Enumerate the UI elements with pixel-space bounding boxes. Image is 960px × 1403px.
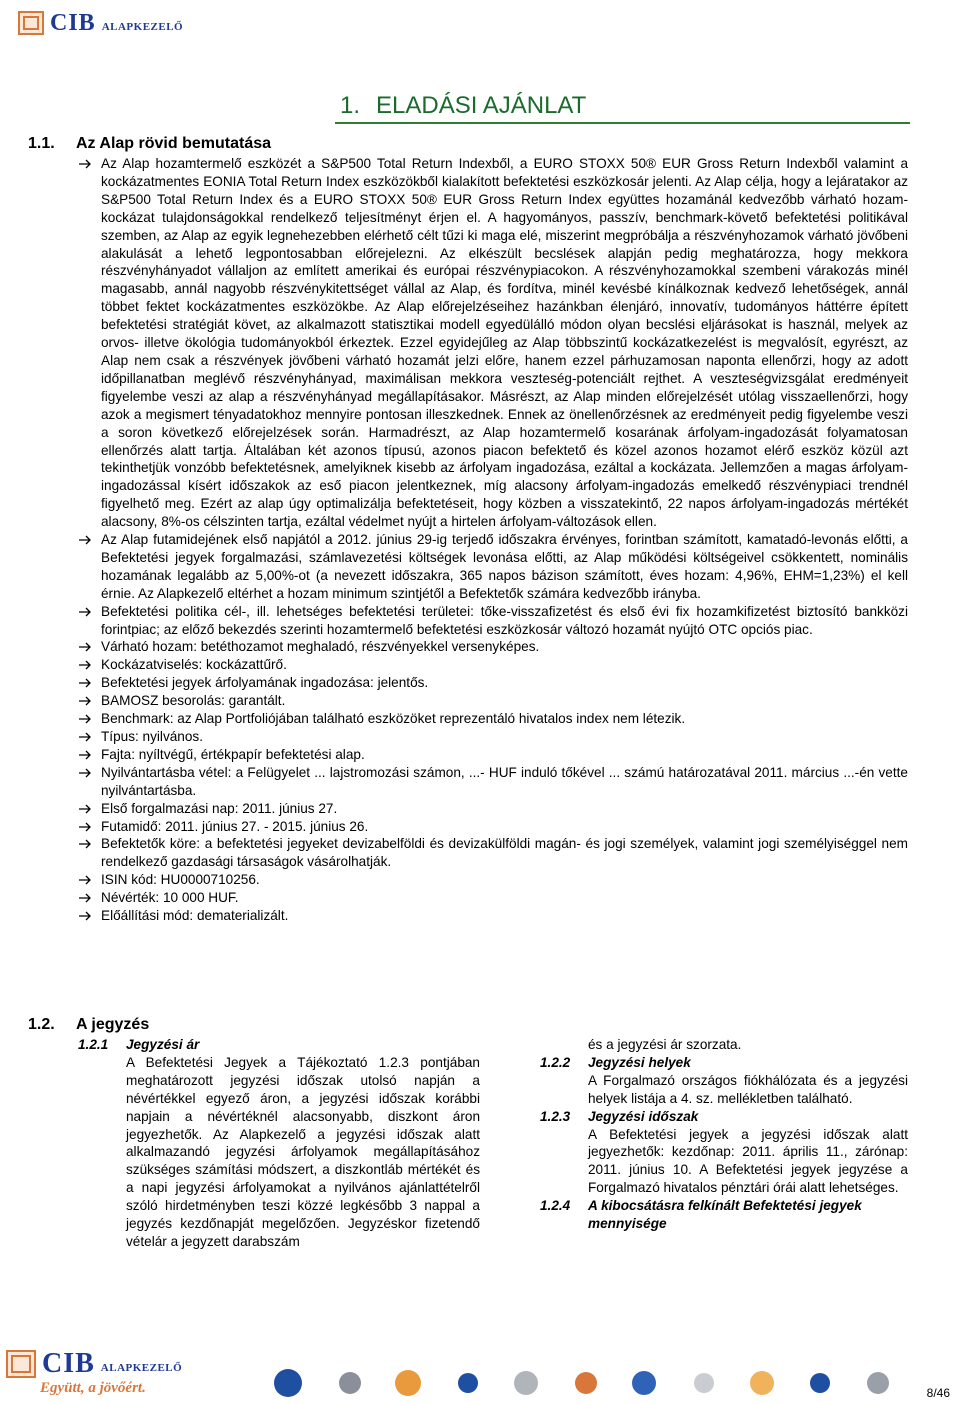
bullet-text: Befektetési jegyek árfolyamának ingadozása: jelentős. xyxy=(101,675,429,691)
decoration-dot xyxy=(274,1369,302,1397)
subsection-heading-1-2-1 xyxy=(78,1036,480,1054)
decoration-dot xyxy=(395,1370,421,1396)
arrow-right-icon xyxy=(78,155,98,170)
bullet-text: Fajta: nyíltvégű, értékpapír befektetési alap. xyxy=(101,746,365,762)
arrow-right-icon xyxy=(78,638,98,653)
decoration-dot xyxy=(750,1371,774,1395)
bullet-text: Benchmark: az Alap Portfoliójában található eszközöket reprezentáló hivatalos index nem létezik. xyxy=(101,711,686,727)
chapter-heading xyxy=(340,92,586,120)
section-1-1-body xyxy=(78,155,908,925)
subsection-title: A kibocsátásra felkínált Befektetési jegyek mennyisége xyxy=(588,1198,862,1232)
arrow-right-icon xyxy=(78,889,98,904)
bullet-text: Típus: nyilvános. xyxy=(101,729,203,744)
section-heading-1-1 xyxy=(28,135,271,153)
bullet-text: Az Alap futamidejének első napjától a 2012. június 29-ig terjedő időszakra érvényes, forintban számított, kamatadó-levonás előtti, a Befektetési jegyek forgalmazási, számlavezetési költségek levonása előtti, az Alap működési költségeivel csökkentett, nominális hozamának legalább az 5,00%-ot (a nevezett időszakra, 365 napos bázison számított, éves hozam: 4,96%, EHM=1,23%) el kell érnie. Az Alapkezelő eltérhet a hozam minimum szintjétől a Befektetők számára kedvezőbb irányba. xyxy=(101,532,908,601)
subsection-number: 1.2.2 xyxy=(540,1054,571,1070)
page-number: 8/46 xyxy=(926,1386,950,1400)
bullet-text: Első forgalmazási nap: 2011. június 27. xyxy=(101,800,338,816)
header-logo xyxy=(18,8,183,38)
arrow-right-icon xyxy=(78,800,98,815)
subsection-number: 1.2.3 xyxy=(540,1108,571,1124)
bullet-item xyxy=(78,674,908,692)
decoration-dot xyxy=(810,1373,830,1393)
logo-subtitle: ALAPKEZELŐ xyxy=(101,21,184,33)
decoration-dot xyxy=(575,1372,597,1394)
chapter-title: ELADÁSI AJÁNLAT xyxy=(376,92,587,119)
section-title: Az Alap rövid bemutatása xyxy=(76,135,272,152)
subsection-title: Jegyzési időszak xyxy=(588,1108,699,1124)
decoration-dot xyxy=(694,1373,714,1393)
arrow-right-icon xyxy=(78,728,98,743)
subsection-heading-1-2-3 xyxy=(540,1108,908,1126)
decoration-dot xyxy=(514,1371,538,1395)
bullet-text: Előállítási mód: dematerializált. xyxy=(101,908,289,924)
bullet-item xyxy=(78,764,908,800)
left-column xyxy=(78,1036,480,1251)
bullet-text: Befektetési politika cél-, ill. lehetséges befektetési területei: tőke-visszafizetést és első évi fix hozamkifizetést biztosító bankközi forintpiac; az előző bekezdés szerinti hozamtermelő befektetési eszközkosár változó hozamát nyújtó OTC opciós piac. xyxy=(101,603,908,637)
bullet-item xyxy=(78,889,908,907)
right-column xyxy=(540,1036,908,1233)
section-heading-1-2 xyxy=(28,1016,149,1034)
continuation-text: és a jegyzési ár szorzata. xyxy=(588,1037,742,1052)
bullet-item xyxy=(78,603,908,639)
bullet-item xyxy=(78,531,908,603)
arrow-right-icon xyxy=(78,674,98,689)
cib-logo-icon xyxy=(18,11,44,35)
subsection-heading-1-2-2 xyxy=(540,1054,908,1072)
arrow-right-icon xyxy=(78,835,98,850)
subsection-body: A Forgalmazó országos fiókhálózata és a jegyzési helyek listája a 4. sz. mellékletben található. xyxy=(588,1072,908,1106)
bullet-text: Futamidő: 2011. június 27. - 2015. június 26. xyxy=(101,818,369,834)
bullet-item xyxy=(78,835,908,871)
chapter-number: 1. xyxy=(340,92,361,119)
chapter-rule xyxy=(335,122,910,124)
arrow-right-icon xyxy=(78,907,98,922)
bullet-item xyxy=(78,638,908,656)
bullet-item xyxy=(78,155,908,531)
bullet-text: Az Alap hozamtermelő eszközét a S&P500 Total Return Indexből, a EURO STOXX 50® EUR Gross Return Indexből valamint a kockázatmentes EONIA Total Return Index eszközökből kialakított befektetési eszközkosár jelenti. Az Alap célja, hogy a lejáratakor az S&P500 Total Return Index és a EURO STOXX 50® EUR Gross Return Index együttes hozamánál kedvezőbb várható hozam-kockázat tulajdonságokkal rendelkező teljesítményt érjen el. A hagyományos, passzív, benchmark-követő befektetési politikával szemben, az Alap az egyik legnehezebben elérhető célt tűzi ki maga elé, miszerint megpróbálja a részvényhozamok várható jövőbeni alakulását a lehető legpontosabban előrejelezni. Az elkészült becslések alapján pedig meghatározza, hogy mekkora részvényhányadot vállaljon az említett amerikai és európai részvénypiacokon. A részvényhozamokkal szembeni várakozás minél magasabb, annál nagyobb részvénykitettséget vállal az Alap, és fordítva, minél kevésbé kínálkoznak kedvező lehetőségek, annál többet fektet kockázatmentes eszközökbe. Az Alap előrejelzéseihez hazánkban élenjáró, innovatív, tudományos háttérre épített befektetési stratégiát követ, az alkalmazott statisztikai modell egyedülálló módon olyan becslési eljárásokat is használ, melyek az orvos- illetve ökológia tudományokból érkeztek. Ezzel egyidejűleg az Alap többszintű kockázatkezelést is megvalósít, egyrészt, az Alap nem csak a részvények jövőbeni várható hozamát jelzi előre, hanem ezzel párhuzamosan naponta ellenőrzi, hogy az adott időpillanatban meglévő részvényhányad, maximálisan mekkora veszteség-potenciált rejthet. A veszteségvizsgálat eredményeit figyelembe veszi az alap a részvényhányad megállapításakor. Másrészt, az Alap minden előrejelzését utólag visszaellenőrzi, hogy azok a megismert tényadatokhoz mennyire pontosan illeszkednek. Ennek az önellenőrzésnek az eredményeit pedig figyelembe veszi a soron következő előrejelzések során. Harmadrészt, az Alap hozamtermelő kosarának árfolyam-ingadozását folyamatosan ellenőrzés alatt tartja. Általában két azonos típusú, azonos piacon befektető és közel azonos hozamot elérő eszköz közül azt tekinthetjük vonzóbb befektetésnek, amelyiknek kisebb az árfolyam ingadozása, ezáltal a kockázata. Jellemzően a magas árfolyam-ingadozással kísért időszakok az eső piacon jelentkeznek, míg alacsony árfolyam-ingadozás emelkedő részvénypiaci trendnél figyelhető meg. Ezért az alap úgy optimalizálja befektetéseit, hogy közben a visszatekintő, 22 napos árfolyam-ingadozás mértékét alacsony, 8%-os célszinten tartja, ezáltal védelmet nyújt a hirtelen árfolyam-változások ellen. xyxy=(101,156,908,530)
decoration-dot xyxy=(632,1371,656,1395)
footer-logo-text: CIB xyxy=(42,1348,95,1379)
bullet-item xyxy=(78,907,908,925)
bullet-item xyxy=(78,656,908,674)
arrow-right-icon xyxy=(78,746,98,761)
arrow-right-icon xyxy=(78,692,98,707)
bullet-item xyxy=(78,746,908,764)
arrow-right-icon xyxy=(78,764,98,779)
bullet-text: BAMOSZ besorolás: garantált. xyxy=(101,693,286,709)
subsection-number: 1.2.1 xyxy=(78,1037,109,1052)
bullet-item xyxy=(78,871,908,889)
bullet-text: Névérték: 10 000 HUF. xyxy=(101,890,239,906)
footer-decoration-dots xyxy=(0,1366,960,1400)
arrow-right-icon xyxy=(78,603,98,618)
bullet-item xyxy=(78,728,908,746)
subsection-heading-1-2-4 xyxy=(540,1197,908,1233)
section-title: A jegyzés xyxy=(76,1016,150,1033)
decoration-dot xyxy=(458,1373,478,1393)
arrow-right-icon xyxy=(78,656,98,671)
subsection-title: Jegyzési helyek xyxy=(588,1054,691,1070)
bullet-text: Kockázatviselés: kockázattűrő. xyxy=(101,657,287,673)
bullet-item xyxy=(78,710,908,728)
subsection-body: A Befektetési Jegyek a Tájékoztató 1.2.3 pontjában meghatározott jegyzési időszak utolsó napján a névértékkel egyező áron, a jegyzési időszak korábbi napjain a névértéknél alacsonyabb, diszkont áron jegyezhetők. Az Alapkezelő a jegyzési időszak alatt alkalmazandó jegyzési árfolyamok megállapításához szükséges számítási módszert, a diszkontláb mértékét és a napi jegyzési árfolyamokat a nyilvános ajánlattételről szóló hirdetményben teszi közzé legkésőbb 3 nappal a jegyzés kezdőnapját megelőzően. Jegyzéskor fizetendő vételár a jegyzett darabszám xyxy=(126,1054,480,1249)
bullet-text: Befektetők köre: a befektetési jegyeket devizabelföldi és devizakülföldi magán- és jogi személyek, valamint jogi személyiséggel nem rendelkező gazdasági társaságok vásárolhatják. xyxy=(101,836,908,870)
footer-logo-subtitle: ALAPKEZELŐ xyxy=(100,1362,183,1374)
section-number: 1.2. xyxy=(28,1016,55,1033)
subsection-body: A Befektetési jegyek a jegyzési időszak alatt jegyezhetők: kezdőnap: 2011. április 11., zárónap: 2011. június 10. A Befektetési jegyek jegyzése a Forgalmazó hivatalos pénztári órái alatt lehetséges. xyxy=(588,1126,908,1196)
bullet-item xyxy=(78,800,908,818)
bullet-text: Nyilvántartásba vétel: a Felügyelet ... lajstromozási számon, ...- HUF induló tőkével ... számú határozatával 2011. március ...-én vette nyilvántartásba. xyxy=(101,764,908,798)
bullet-item xyxy=(78,692,908,710)
bullet-text: ISIN kód: HU0000710256. xyxy=(101,872,260,888)
arrow-right-icon xyxy=(78,531,98,546)
section-number: 1.1. xyxy=(28,135,55,152)
arrow-right-icon xyxy=(78,818,98,833)
subsection-title: Jegyzési ár xyxy=(126,1037,200,1052)
decoration-dot xyxy=(867,1372,889,1394)
footer-slogan: Együtt, a jövőért. xyxy=(40,1380,146,1396)
decoration-dot xyxy=(339,1372,361,1394)
arrow-right-icon xyxy=(78,710,98,725)
logo-text: CIB xyxy=(50,9,96,36)
subsection-number: 1.2.4 xyxy=(540,1198,571,1214)
bullet-text: Várható hozam: betéthozamot meghaladó, részvényekkel versenyképes. xyxy=(101,639,540,655)
bullet-item xyxy=(78,818,908,836)
arrow-right-icon xyxy=(78,871,98,886)
